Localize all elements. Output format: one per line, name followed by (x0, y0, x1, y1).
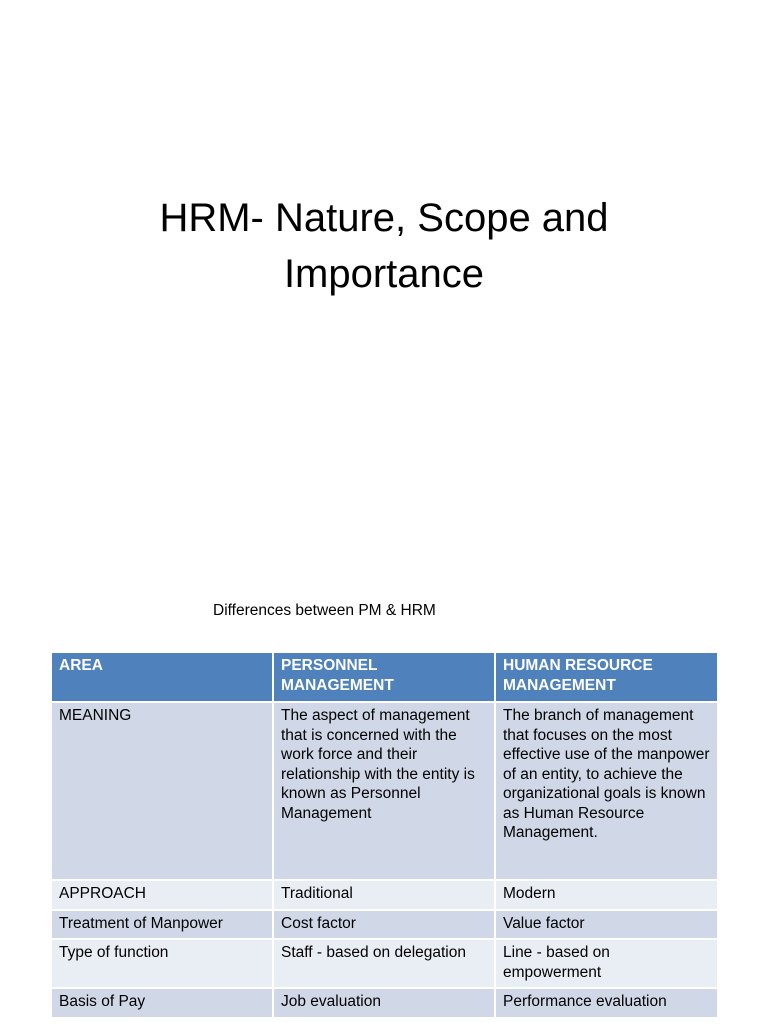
slide-title (0, 190, 768, 302)
table-row (52, 988, 717, 1017)
table-cell-area: APPROACH (52, 880, 273, 910)
table-cell-pm: Cost factor (273, 910, 495, 940)
table-cell-area: MEANING (52, 702, 273, 880)
table-cell-area: Basis of Pay (52, 988, 273, 1017)
table-cell-hrm: Value factor (495, 910, 717, 940)
header-human-resource-management: HUMAN RESOURCE MANAGEMENT (495, 653, 717, 702)
header-area: AREA (52, 653, 273, 702)
table-cell-pm: Staff - based on delegation (273, 939, 495, 988)
slide-title-line-2: Importance (283, 252, 485, 296)
table-cell-hrm: The branch of management that focuses on the most effective use of the manpower of an entity, to achieve the organizational goals is known as Human Resource Management. (495, 702, 717, 880)
header-personnel-management: PERSONNEL MANAGEMENT (273, 653, 495, 702)
table-cell-hrm: Line - based on empowerment (495, 939, 717, 988)
table-caption: Differences between PM & HRM (213, 602, 436, 619)
slide-title-line-1: HRM- Nature, Scope and (159, 196, 609, 240)
table-cell-pm: The aspect of management that is concerned with the work force and their relationship with the entity is known as Personnel Management (273, 702, 495, 880)
table-cell-pm: Traditional (273, 880, 495, 910)
table-row (52, 702, 717, 880)
comparison-table (52, 653, 717, 1017)
table-header-row (52, 653, 717, 702)
table-row (52, 910, 717, 940)
table-cell-area: Treatment of Manpower (52, 910, 273, 940)
table-cell-area: Type of function (52, 939, 273, 988)
table-row (52, 939, 717, 988)
table-cell-hrm: Performance evaluation (495, 988, 717, 1017)
table-cell-pm: Job evaluation (273, 988, 495, 1017)
table-row (52, 880, 717, 910)
table-cell-hrm: Modern (495, 880, 717, 910)
